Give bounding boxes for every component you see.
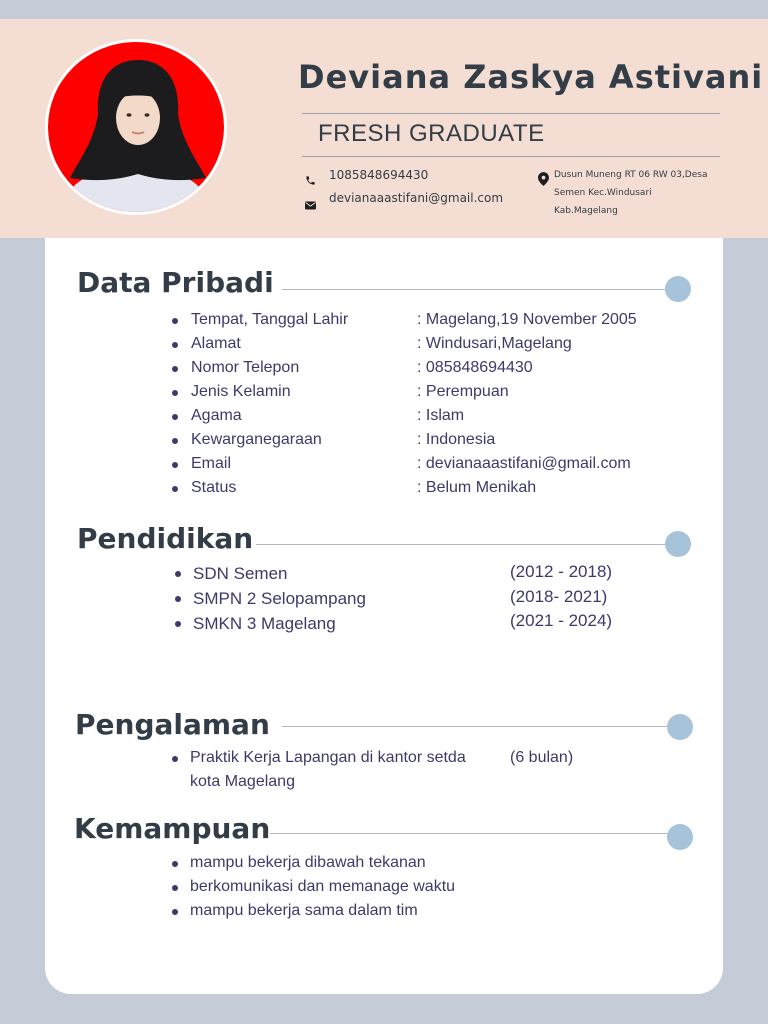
header-phone: 1085848694430 [329,168,429,182]
field-value: : Indonesia [417,431,496,448]
bullet [175,571,181,577]
field-value: : 085848694430 [417,359,533,376]
bullet [172,462,178,468]
section-title-kemampuan: Kemampuan [74,812,271,845]
field-label: Email [191,455,232,472]
job-title: FRESH GRADUATE [318,120,545,147]
school-name: SMKN 3 Magelang [193,614,336,633]
section-divider [282,289,672,290]
bullet [172,909,178,915]
bullet [172,366,178,372]
address-line: Dusun Muneng RT 06 RW 03,Desa [554,170,708,180]
experience-title: Praktik Kerja Lapangan di kantor setda [190,749,466,766]
skill-item: mampu bekerja sama dalam tim [190,902,418,919]
bullet [175,596,181,602]
section-dot [665,531,691,557]
envelope-icon [305,195,316,214]
field-label: Tempat, Tanggal Lahir [191,311,349,328]
section-dot [667,714,693,740]
section-dot [665,276,691,302]
skill-item: mampu bekerja dibawah tekanan [190,854,426,871]
bullet [172,438,178,444]
bullet [172,318,178,324]
school-name: SMPN 2 Selopampang [193,589,366,608]
school-years: (2021 - 2024) [510,611,613,630]
field-value: : Magelang,19 November 2005 [417,311,637,328]
bullet [172,414,178,420]
bullet [175,621,181,627]
phone-icon [305,171,316,190]
section-divider [282,726,672,727]
field-value: : Islam [417,407,465,424]
experience-duration: (6 bulan) [510,749,574,766]
field-label: Status [191,479,237,496]
school-years: (2012 - 2018) [510,562,613,581]
location-pin-icon [538,171,549,190]
name-divider [302,113,720,114]
field-value: : devianaaastifani@gmail.com [417,455,631,472]
address-line: Kab.Magelang [554,206,618,216]
subtitle-divider [302,156,720,157]
section-title-data-pribadi: Data Pribadi [77,266,274,299]
school-years: (2018- 2021) [510,587,608,606]
skill-item: berkomunikasi dan memanage waktu [190,878,456,895]
profile-photo [45,39,227,215]
field-value: : Perempuan [417,383,509,400]
field-label: Nomor Telepon [191,359,300,376]
full-name: Deviana Zaskya Astivani [298,58,764,96]
section-divider [256,544,672,545]
section-divider [270,833,672,834]
header-address [554,166,724,220]
bullet [172,756,178,762]
bullet [172,885,178,891]
field-value: : Belum Menikah [417,479,537,496]
section-title-pengalaman: Pengalaman [75,708,270,741]
bullet [172,861,178,867]
field-label: Alamat [191,335,241,352]
header-email: devianaaastifani@gmail.com [329,191,504,205]
field-value: : Windusari,Magelang [417,335,572,352]
field-label: Kewarganegaraan [191,431,322,448]
field-label: Agama [191,407,242,424]
address-line: Semen Kec.Windusari [554,188,652,198]
bullet [172,390,178,396]
school-name: SDN Semen [193,564,288,583]
section-title-pendidikan: Pendidikan [77,522,254,555]
section-dot [667,824,693,850]
bullet [172,342,178,348]
experience-title-cont: kota Magelang [190,773,295,790]
field-label: Jenis Kelamin [191,383,291,400]
bullet [172,486,178,492]
